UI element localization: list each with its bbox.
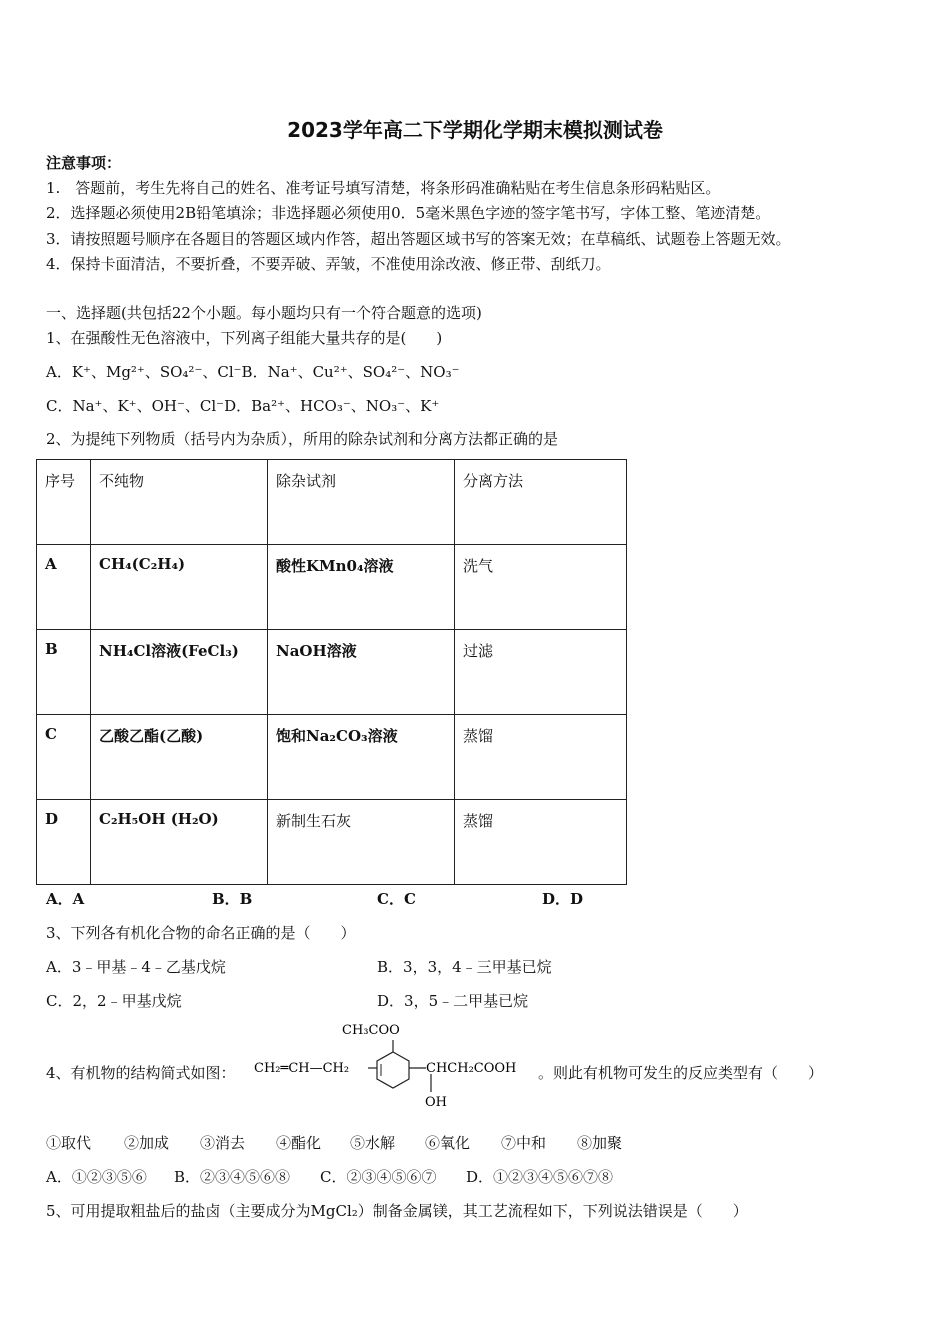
table-cell: 新制生石灰 xyxy=(268,800,455,885)
formula-top-group: CH₃COO xyxy=(342,1023,400,1038)
table-cell: B xyxy=(37,630,91,715)
q4-stem-suffix: 。则此有机物可发生的反应类型有（ ） xyxy=(538,1064,824,1082)
table-cell: NaOH溶液 xyxy=(268,630,455,715)
q2-option-d: D．D xyxy=(542,890,584,908)
reaction-type: ④酯化 xyxy=(276,1134,322,1152)
q5-stem: 5、可用提取粗盐后的盐卤（主要成分为MgCl₂）制备金属镁，其工艺流程如下，下列说法错误是（ ） xyxy=(46,1202,748,1220)
table-row xyxy=(37,545,627,630)
table-cell: 酸性KMn0₄溶液 xyxy=(268,545,455,630)
table-header-cell: 分离方法 xyxy=(455,460,627,545)
table-cell: CH₄(C₂H₄) xyxy=(91,545,268,630)
table-header-cell: 序号 xyxy=(37,460,91,545)
table-cell: C xyxy=(37,715,91,800)
table-cell: 乙酸乙酯(乙酸) xyxy=(91,715,268,800)
table-cell: C₂H₅OH (H₂O) xyxy=(91,800,268,885)
q4-stem-prefix: 4、有机物的结构简式如图： xyxy=(46,1064,236,1082)
reaction-type: ③消去 xyxy=(200,1134,246,1152)
table-cell: A xyxy=(37,545,91,630)
q4-option-a: A．①②③⑤⑥ xyxy=(46,1168,147,1186)
reaction-type: ⑦中和 xyxy=(501,1134,547,1152)
formula-bottom-group: OH xyxy=(425,1095,447,1110)
q2-stem: 2、为提纯下列物质（括号内为杂质），所用的除杂试剂和分离方法都正确的是 xyxy=(46,430,559,448)
table-cell: 蒸馏 xyxy=(455,800,627,885)
q3-option-d: D．3，5﹣二甲基已烷 xyxy=(377,992,529,1010)
table-cell: NH₄Cl溶液(FeCl₃) xyxy=(91,630,268,715)
q1-options-cd: C．Na⁺、K⁺、OH⁻、Cl⁻D．Ba²⁺、HCO₃⁻、NO₃⁻、K⁺ xyxy=(46,397,440,415)
notice-item: 1. 答题前，考生先将自己的姓名、准考证号填写清楚，将条形码准确粘贴在考生信息条形码粘贴区。 xyxy=(46,179,721,197)
q2-option-b: B．B xyxy=(212,890,253,908)
structural-formula xyxy=(250,1016,534,1112)
table-row xyxy=(37,630,627,715)
formula-left-chain: CH₂═CH—CH₂ xyxy=(254,1061,350,1076)
table-cell: 饱和Na₂CO₃溶液 xyxy=(268,715,455,800)
reaction-type: ②加成 xyxy=(124,1134,170,1152)
q4-option-b: B．②③④⑤⑥⑧ xyxy=(174,1168,291,1186)
reaction-type: ⑥氧化 xyxy=(425,1134,471,1152)
section-heading: 一、选择题(共包括22个小题。每小题均只有一个符合题意的选项) xyxy=(46,304,482,322)
table-row xyxy=(37,800,627,885)
notice-item: 2．选择题必须使用2B铅笔填涂；非选择题必须使用0．5毫米黑色字迹的签字笔书写，字体工整、笔迹清楚。 xyxy=(46,204,771,222)
q1-options-ab: A．K⁺、Mg²⁺、SO₄²⁻、Cl⁻B．Na⁺、Cu²⁺、SO₄²⁻、NO₃⁻ xyxy=(46,363,460,381)
table-header-row xyxy=(37,460,627,545)
table-header-cell: 不纯物 xyxy=(91,460,268,545)
q3-option-c: C．2，2﹣甲基戊烷 xyxy=(46,992,182,1010)
table-header-cell: 除杂试剂 xyxy=(268,460,455,545)
reaction-type: ⑤水解 xyxy=(350,1134,396,1152)
formula-right-chain: CHCH₂COOH xyxy=(426,1061,517,1076)
purification-table xyxy=(36,459,627,885)
q2-option-c: C．C xyxy=(377,890,416,908)
table-cell: 过滤 xyxy=(455,630,627,715)
notice-item: 3．请按照题号顺序在各题目的答题区域内作答，超出答题区域书写的答案无效；在草稿纸、试题卷上答题无效。 xyxy=(46,230,791,248)
table-cell: 蒸馏 xyxy=(455,715,627,800)
q2-option-a: A．A xyxy=(46,890,85,908)
q3-option-a: A．3﹣甲基﹣4﹣乙基戊烷 xyxy=(46,958,226,976)
q4-option-d: D．①②③④⑤⑥⑦⑧ xyxy=(466,1168,614,1186)
reaction-type: ⑧加聚 xyxy=(577,1134,623,1152)
q3-stem: 3、下列各有机化合物的命名正确的是（ ） xyxy=(46,924,356,942)
table-cell: D xyxy=(37,800,91,885)
notice-item: 4．保持卡面清洁，不要折叠，不要弄破、弄皱，不准使用涂改液、修正带、刮纸刀。 xyxy=(46,255,611,273)
q1-stem: 1、在强酸性无色溶液中，下列离子组能大量共存的是( ) xyxy=(46,329,443,347)
reaction-type: ①取代 xyxy=(46,1134,92,1152)
page-title: 2023学年高二下学期化学期末模拟测试卷 xyxy=(287,118,663,142)
q3-option-b: B．3，3，4﹣三甲基已烷 xyxy=(377,958,552,976)
notice-heading: 注意事项： xyxy=(46,154,122,172)
benzene-ring xyxy=(377,1052,409,1088)
q4-option-c: C．②③④⑤⑥⑦ xyxy=(320,1168,437,1186)
table-row xyxy=(37,715,627,800)
table-cell: 洗气 xyxy=(455,545,627,630)
